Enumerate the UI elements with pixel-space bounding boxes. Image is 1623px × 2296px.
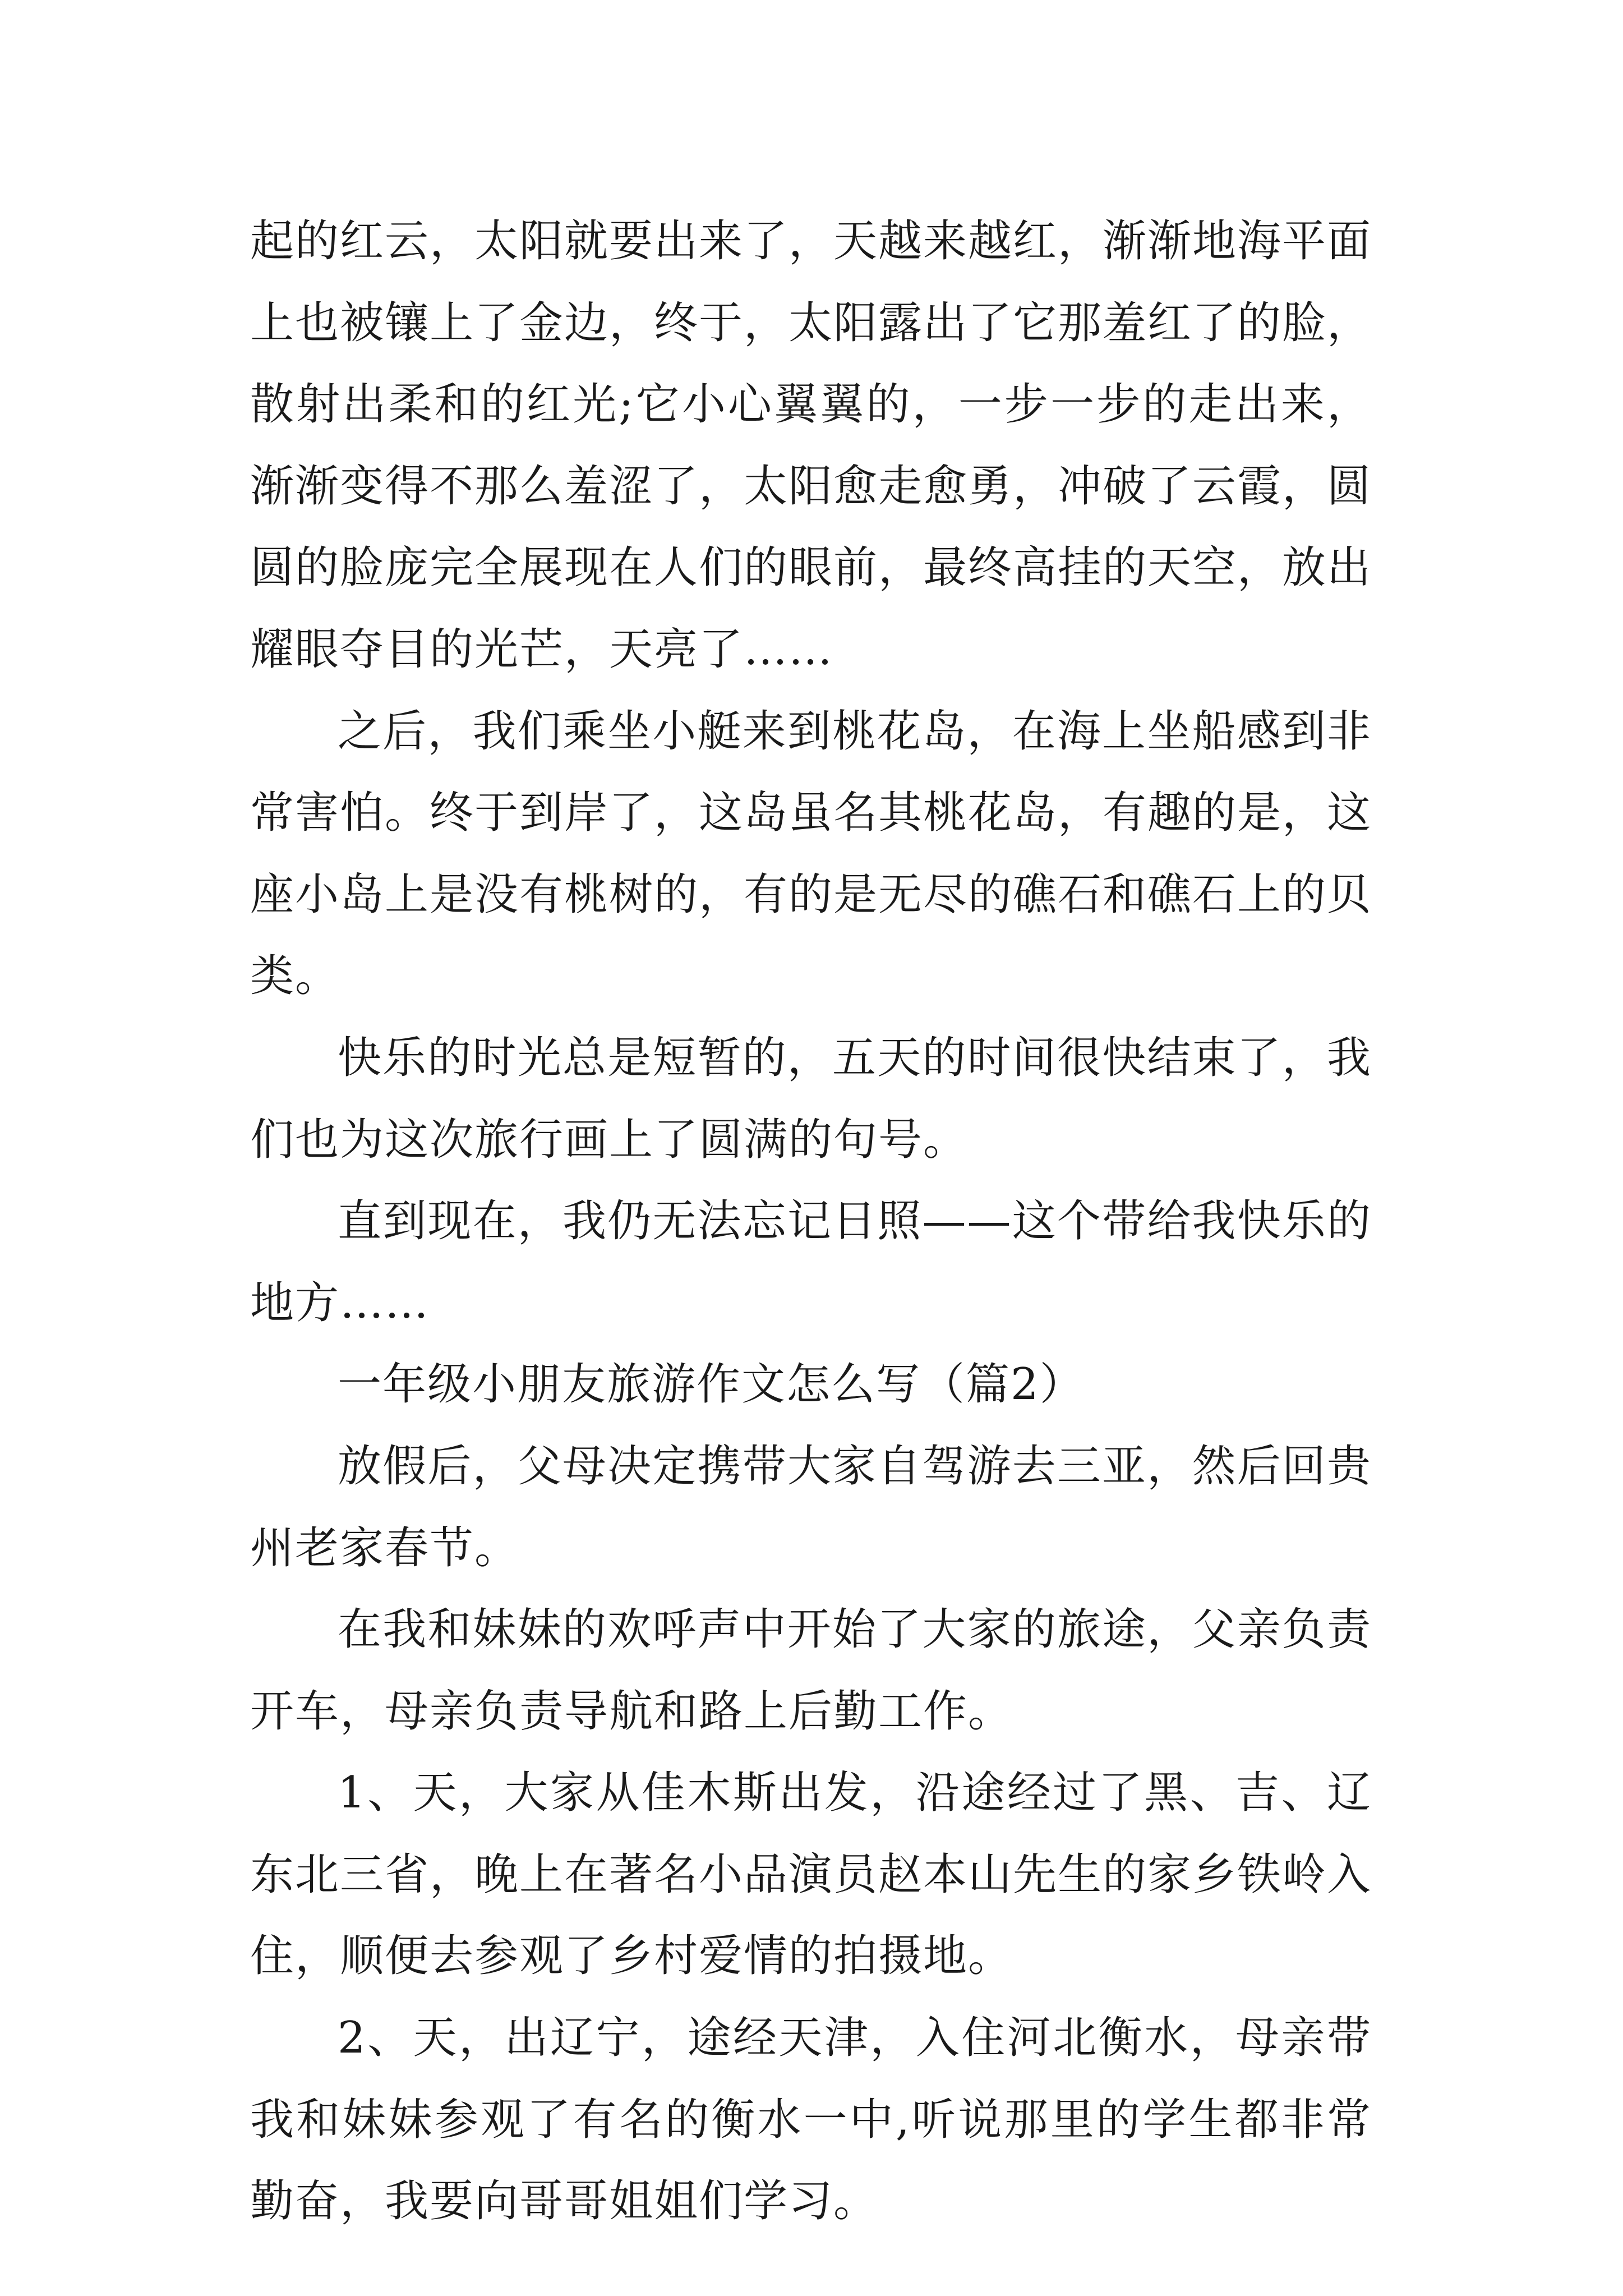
paragraph-1: 起的红云，太阳就要出来了，天越来越红，渐渐地海平面上也被镶上了金边，终于，太阳露出了它那羞红了的脸，散射出柔和的红光;它小心翼翼的，一步一步的走出来，渐渐变得不那么羞涩了，太阳愈走愈勇，冲破了云霞，圆圆的脸庞完全展现在人们的眼前，最终高挂的天空，放出耀眼夺目的光芒，天亮了…… (250, 216, 1372, 675)
paragraph-5: 放假后，父母决定携带大家自驾游去三亚，然后回贵州老家春节。 (250, 1441, 1372, 1573)
paragraph-6: 在我和妹妹的欢呼声中开始了大家的旅途，父亲负责开车，母亲负责导航和路上后勤工作。 (250, 1604, 1372, 1737)
document-body (250, 201, 1372, 2243)
section-heading: 一年级小朋友旅游作文怎么写（篇2） (338, 1359, 1085, 1410)
paragraph-2: 之后，我们乘坐小艇来到桃花岛，在海上坐船感到非常害怕。终于到岸了，这岛虽名其桃花岛，有趣的是，这座小岛上是没有桃树的，有的是无尽的礁石和礁石上的贝类。 (250, 706, 1372, 1002)
paragraph-8: 2、天，出辽宁，途经天津，入住河北衡水，母亲带我和妹妹参观了有名的衡水一中,听说那里的学生都非常勤奋，我要向哥哥姐姐们学习。 (250, 2013, 1372, 2227)
paragraph-3: 快乐的时光总是短暂的，五天的时间很快结束了，我们也为这次旅行画上了圆满的句号。 (250, 1032, 1372, 1165)
paragraph-7: 1、天，大家从佳木斯出发，沿途经过了黑、吉、辽东北三省，晚上在著名小品演员赵本山先生的家乡铁岭入住，顺便去参观了乡村爱情的拍摄地。 (250, 1768, 1372, 1982)
paragraph-4: 直到现在，我仍无法忘记日照——这个带给我快乐的地方…… (250, 1196, 1372, 1328)
